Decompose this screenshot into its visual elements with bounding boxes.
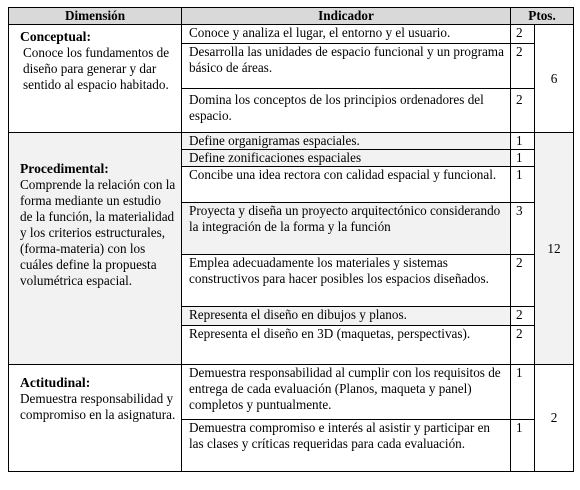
dimension-description: Comprende la relación con la forma mediante un estudio de la función, la materialidad y los criterios estructurales, (forma-materia) con los cuáles define la propuesta volumétrica espacial. xyxy=(20,177,176,288)
indicator-cell: Define organigramas espaciales. xyxy=(182,133,511,150)
indicator-cell: Proyecta y diseña un proyecto arquitectónico considerando la integración de la forma y la función xyxy=(182,203,511,255)
points-cell: 2 xyxy=(511,44,535,89)
indicator-cell: Representa el diseño en 3D (maquetas, perspectivas). xyxy=(182,326,511,365)
dimension-title: Conceptual: xyxy=(20,29,91,44)
indicator-cell: Demuestra responsabilidad al cumplir con los requisitos de entrega de cada evaluación (Planos, maqueta y panel) completos y puntualmente. xyxy=(182,365,511,420)
indicator-cell: Desarrolla las unidades de espacio funcional y un programa básico de áreas. xyxy=(182,44,511,89)
dimension-description: Demuestra responsabilidad y compromiso en la asignatura. xyxy=(20,391,176,422)
indicator-cell: Emplea adecuadamente los materiales y sistemas constructivos para hacer posibles los espacios diseñados. xyxy=(182,255,511,307)
indicator-cell: Representa el diseño en dibujos y planos. xyxy=(182,307,511,326)
dimension-cell-actitudinal xyxy=(9,365,182,472)
header-points: Ptos. xyxy=(511,8,574,25)
table-row xyxy=(9,133,574,150)
points-cell: 2 xyxy=(511,326,535,365)
total-cell-actitudinal: 2 xyxy=(535,365,574,472)
points-cell: 2 xyxy=(511,25,535,44)
table-row xyxy=(9,365,574,420)
points-cell: 2 xyxy=(511,89,535,133)
indicator-cell: Conoce y analiza el lugar, el entorno y el usuario. xyxy=(182,25,511,44)
points-cell: 1 xyxy=(511,420,535,472)
dimension-cell-procedimental xyxy=(9,133,182,365)
indicator-cell: Domina los conceptos de los principios ordenadores del espacio. xyxy=(182,89,511,133)
points-cell: 1 xyxy=(511,365,535,420)
indicator-cell: Demuestra compromiso e interés al asistir y participar en las clases y críticas requeridas para cada evaluación. xyxy=(182,420,511,472)
points-cell: 3 xyxy=(511,203,535,255)
header-dimension: Dimensión xyxy=(9,8,182,25)
points-cell: 1 xyxy=(511,150,535,167)
total-cell-procedimental: 12 xyxy=(535,133,574,365)
total-cell-conceptual: 6 xyxy=(535,25,574,133)
points-cell: 2 xyxy=(511,307,535,326)
header-row xyxy=(9,8,574,25)
table-row xyxy=(9,25,574,44)
dimension-title: Procedimental: xyxy=(20,161,109,176)
rubric-table xyxy=(8,7,574,472)
dimension-title: Actitudinal: xyxy=(20,375,91,390)
header-indicator: Indicador xyxy=(182,8,511,25)
dimension-cell-conceptual xyxy=(9,25,182,133)
indicator-cell: Concibe una idea rectora con calidad espacial y funcional. xyxy=(182,167,511,203)
points-cell: 1 xyxy=(511,167,535,203)
points-cell: 2 xyxy=(511,255,535,307)
points-cell: 1 xyxy=(511,133,535,150)
dimension-description: Conoce los fundamentos de diseño para generar y dar sentido al espacio habitado. xyxy=(23,45,170,92)
indicator-cell: Define zonificaciones espaciales xyxy=(182,150,511,167)
